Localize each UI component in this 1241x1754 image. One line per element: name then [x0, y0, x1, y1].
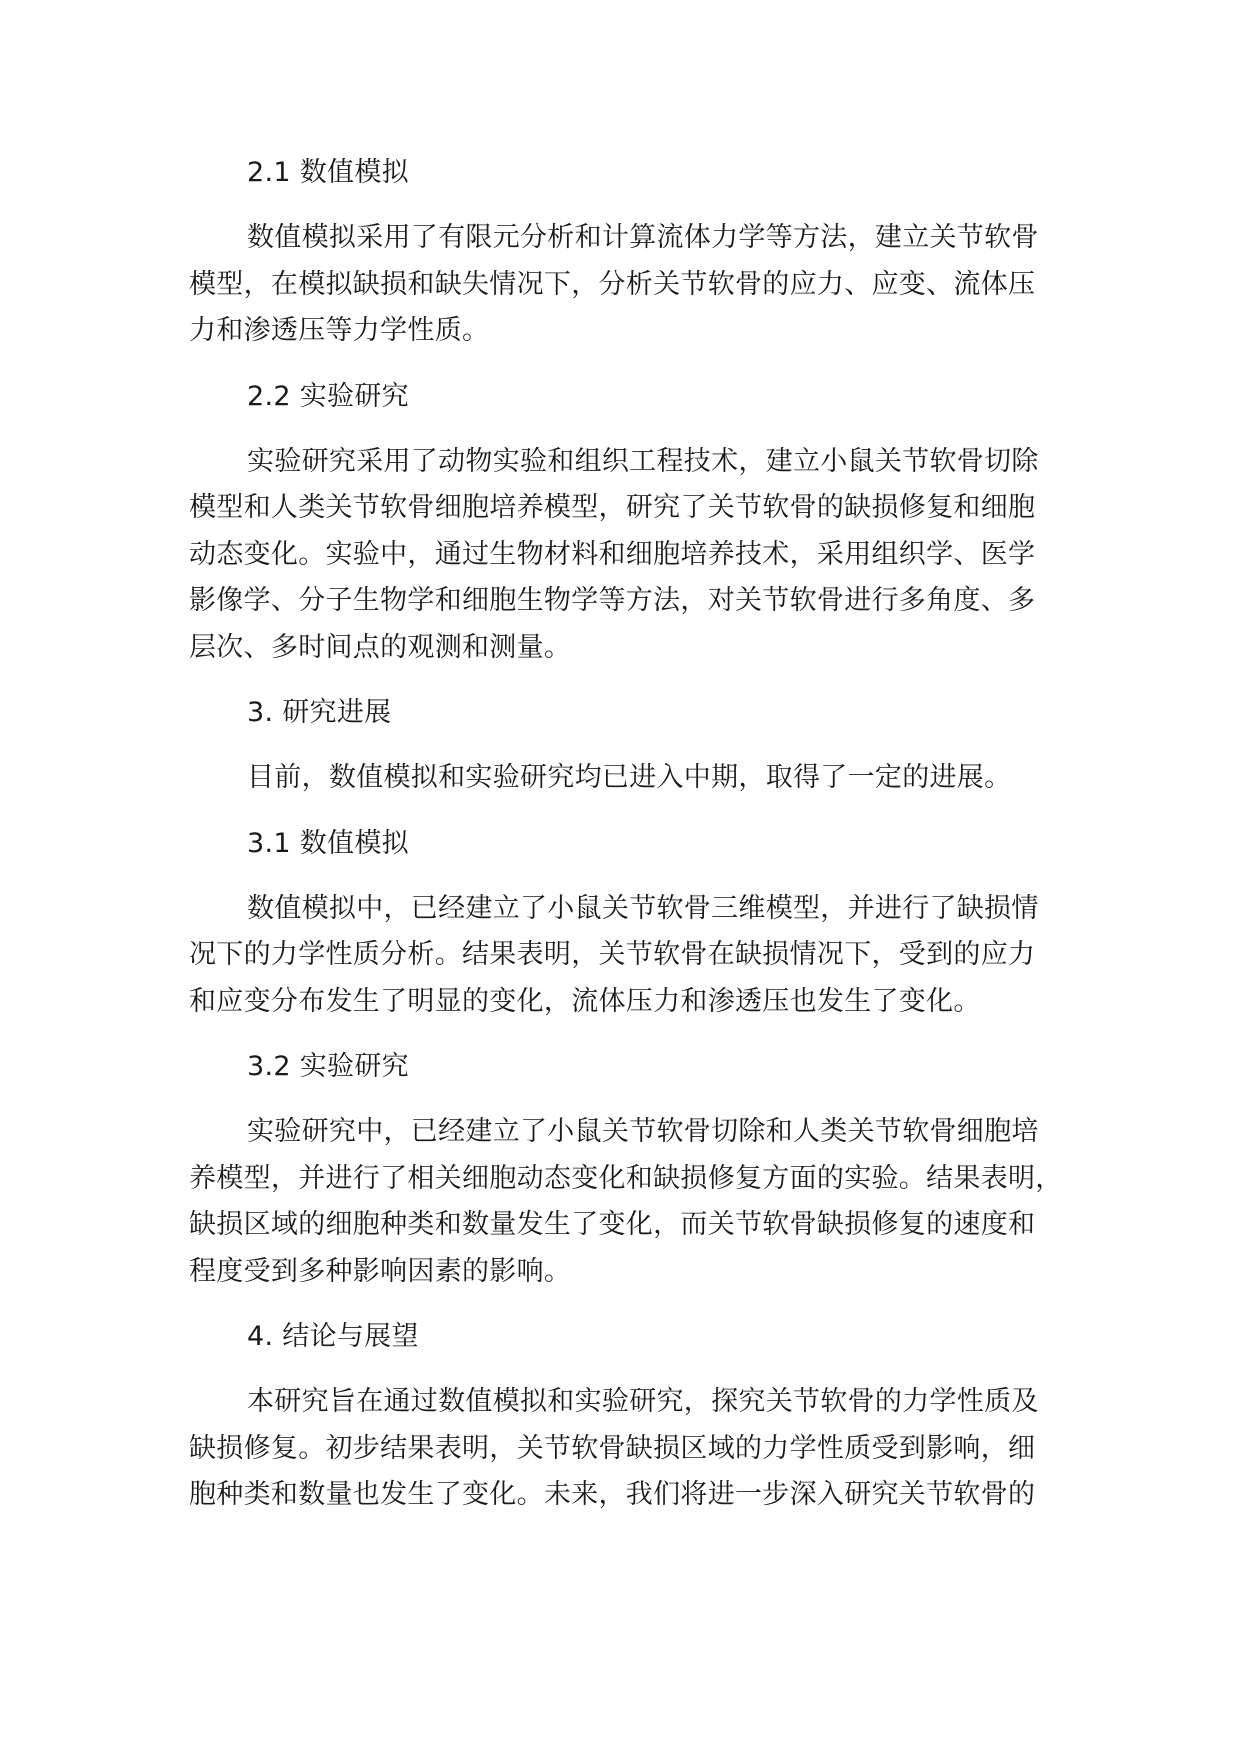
paragraph-line: 实验研究中，已经建立了小鼠关节软骨切除和人类关节软骨细胞培	[247, 1116, 1039, 1147]
paragraph-progress	[189, 755, 1089, 802]
section-heading-3-1: 3.1 数值模拟	[247, 827, 409, 859]
paragraph-line: 实验研究采用了动物实验和组织工程技术，建立小鼠关节软骨切除	[247, 445, 1039, 477]
paragraph-simulation-results	[189, 886, 1089, 1026]
paragraph-line: 数值模拟采用了有限元分析和计算流体力学等方法，建立关节软骨	[247, 222, 1039, 253]
paragraph-line: 层次、多时间点的观测和测量。	[189, 631, 572, 663]
paragraph-line: 和应变分布发生了明显的变化，流体压力和渗透压也发生了变化。	[189, 985, 981, 1017]
paragraph-conclusion	[189, 1379, 1089, 1519]
paragraph-line: 力和渗透压等力学性质。	[189, 315, 490, 346]
paragraph-line: 模型，在模拟缺损和缺失情况下，分析关节软骨的应力、应变、流体压	[189, 268, 1036, 300]
paragraph-experiment-results	[189, 1109, 1089, 1295]
paragraph-line: 缺损区域的细胞种类和数量发生了变化，而关节软骨缺损修复的速度和	[189, 1209, 1036, 1240]
paragraph-numerical-simulation	[189, 215, 1089, 355]
paragraph-line: 模型和人类关节软骨细胞培养模型，研究了关节软骨的缺损修复和细胞	[189, 492, 1036, 523]
paragraph-line: 胞种类和数量也发生了变化。未来，我们将进一步深入研究关节软骨的	[189, 1479, 1036, 1510]
document-body	[189, 150, 1089, 1519]
section-heading-4: 4. 结论与展望	[247, 1321, 419, 1352]
paragraph-line: 数值模拟中，已经建立了小鼠关节软骨三维模型，并进行了缺损情	[247, 892, 1039, 924]
paragraph-line: 本研究旨在通过数值模拟和实验研究，探究关节软骨的力学性质及	[247, 1386, 1039, 1417]
section-heading-2-2: 2.2 实验研究	[247, 380, 409, 412]
paragraph-line: 动态变化。实验中，通过生物材料和细胞培养技术，采用组织学、医学	[189, 538, 1036, 570]
section-heading-3: 3. 研究进展	[247, 697, 392, 728]
paragraph-line: 况下的力学性质分析。结果表明，关节软骨在缺损情况下，受到的应力	[189, 939, 1036, 970]
paragraph-line: 缺损修复。初步结果表明，关节软骨缺损区域的力学性质受到影响，细	[189, 1432, 1036, 1464]
section-heading-3-2: 3.2 实验研究	[247, 1051, 409, 1082]
paragraph-experimental-research	[189, 439, 1089, 672]
paragraph-line: 目前，数值模拟和实验研究均已进入中期，取得了一定的进展。	[247, 762, 1012, 793]
paragraph-line: 影像学、分子生物学和细胞生物学等方法，对关节软骨进行多角度、多	[189, 585, 1036, 616]
paragraph-line: 程度受到多种影响因素的影响。	[189, 1255, 572, 1287]
section-heading-2-1: 2.1 数值模拟	[247, 157, 409, 188]
paragraph-line: 养模型，并进行了相关细胞动态变化和缺损修复方面的实验。结果表明，	[189, 1162, 1063, 1194]
